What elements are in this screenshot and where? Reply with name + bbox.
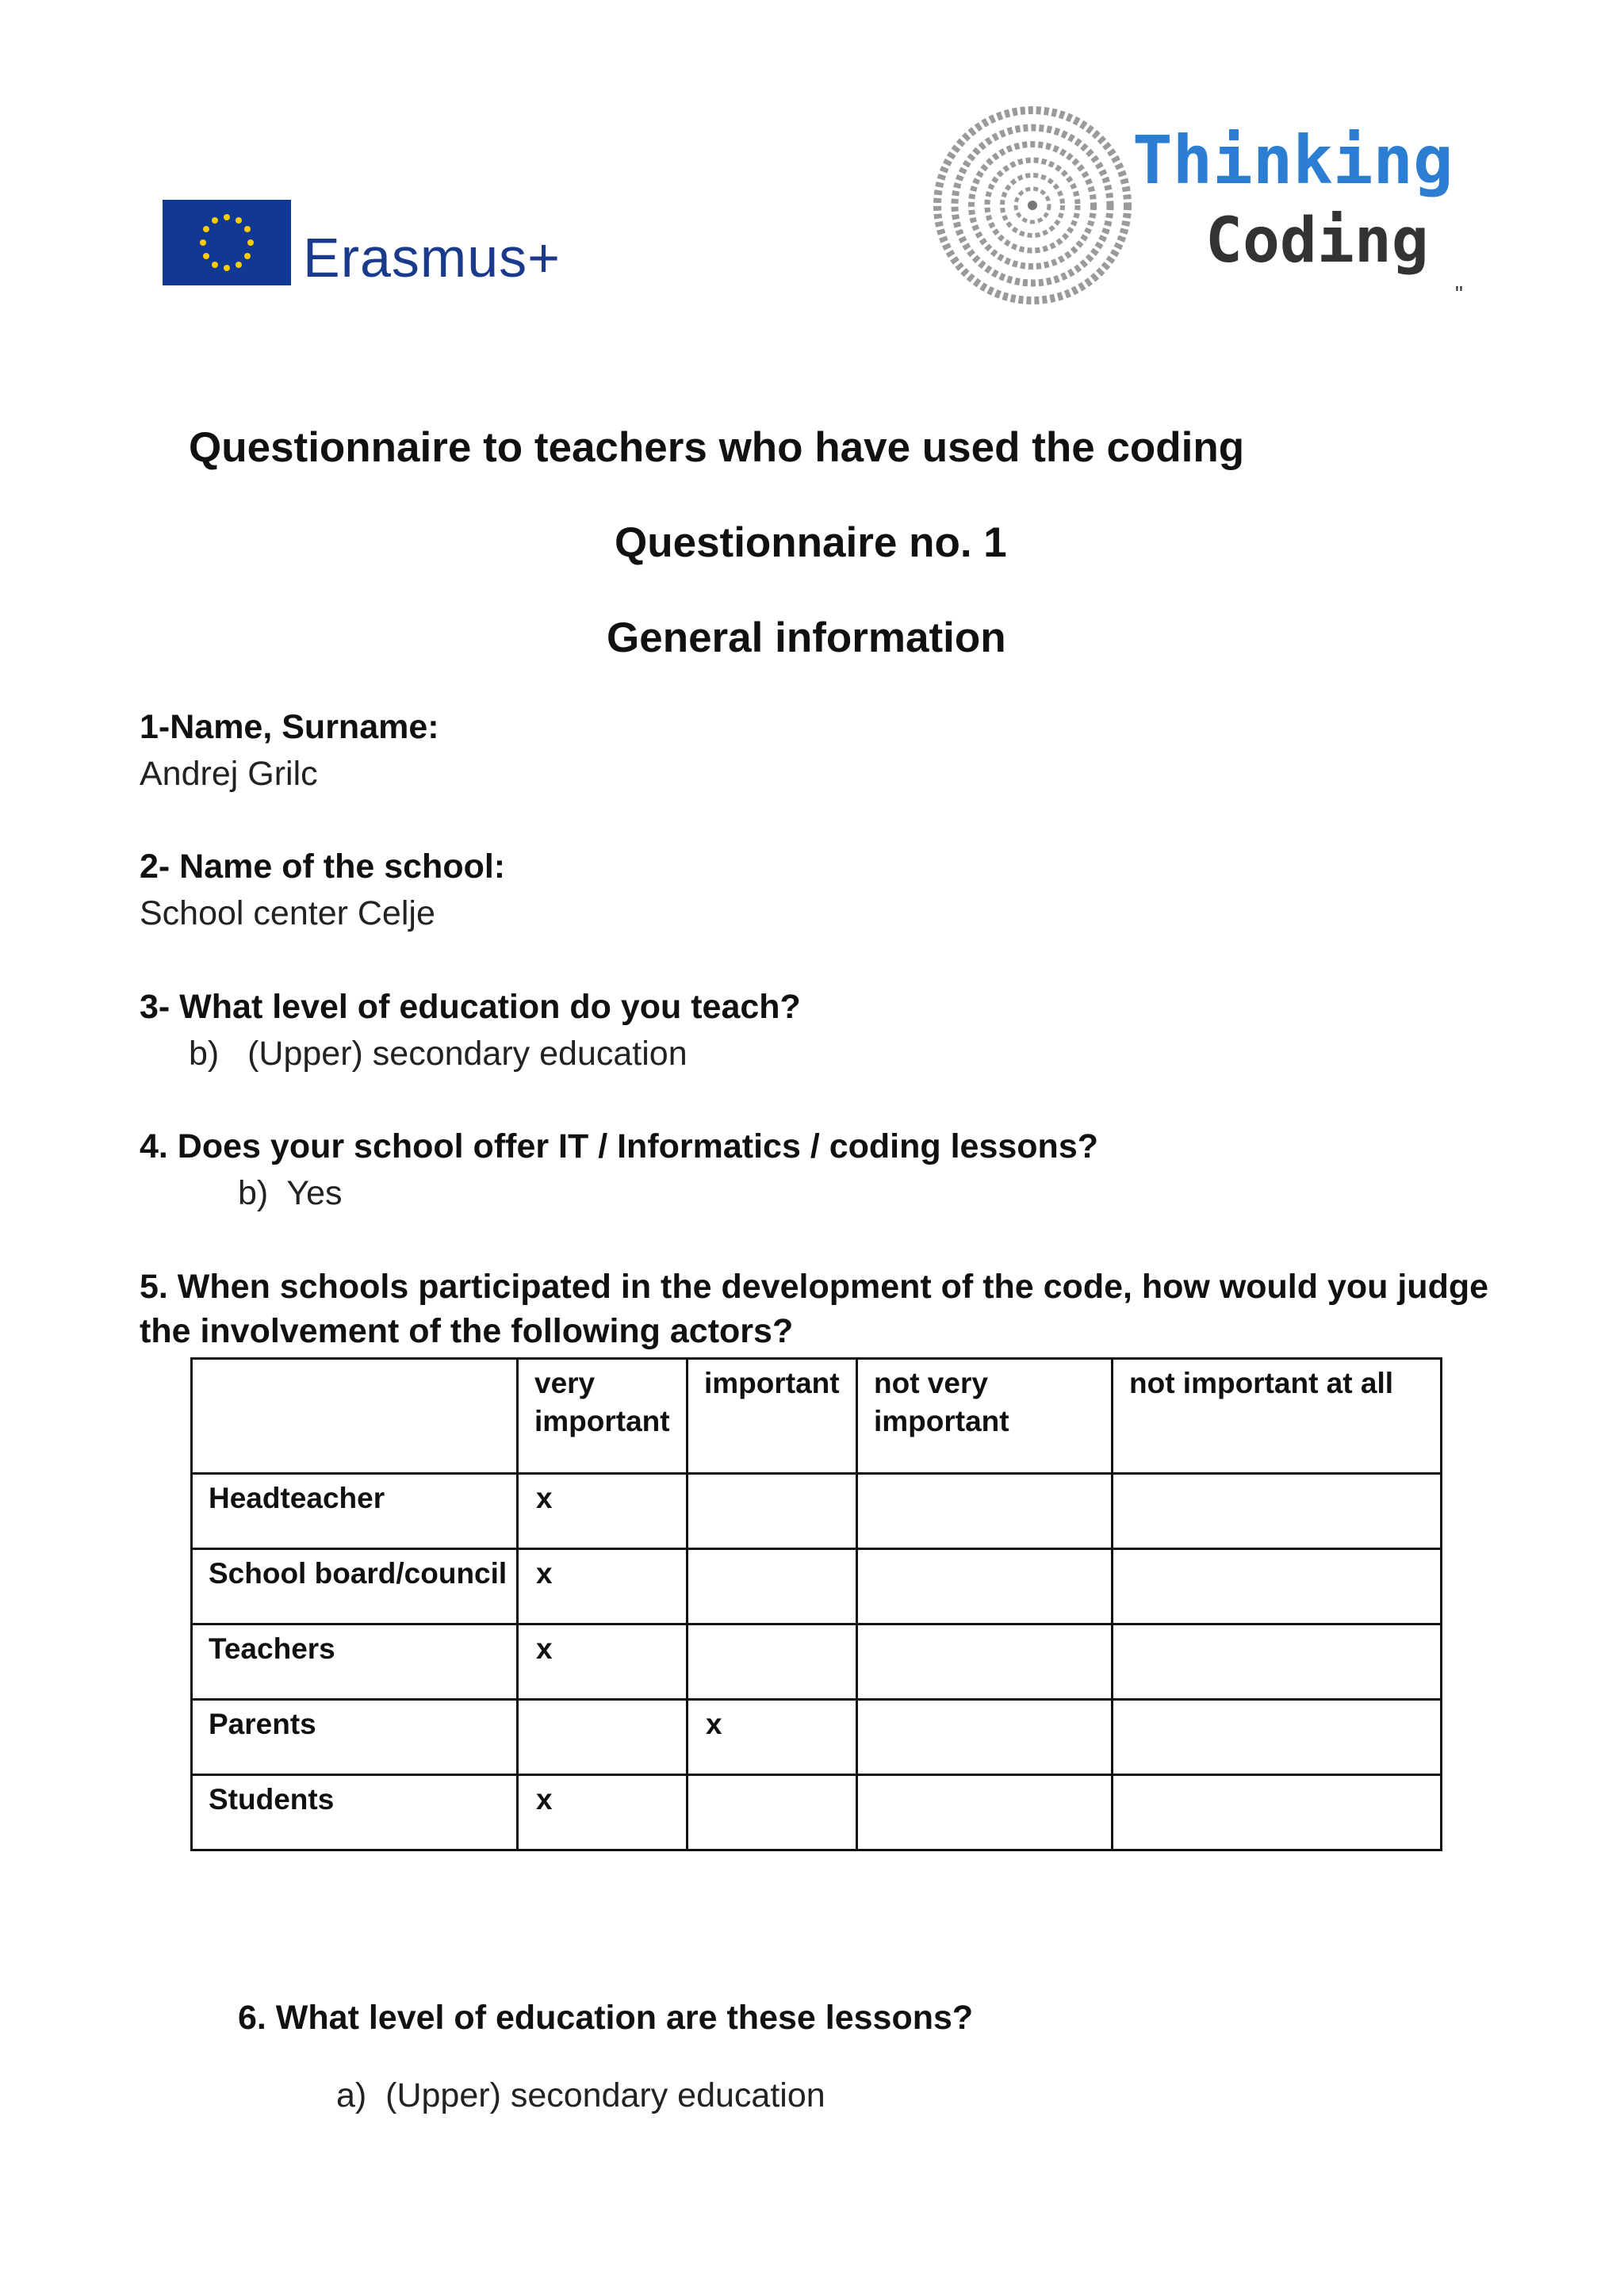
rating-cell xyxy=(1113,1775,1442,1850)
q5-label-line1: 5. When schools participated in the development of the code, how would you judge xyxy=(140,1268,1489,1306)
q1-answer: Andrej Grilc xyxy=(140,755,318,793)
q3-answer: b) (Upper) secondary education xyxy=(189,1035,688,1073)
rating-cell xyxy=(688,1474,857,1549)
rating-cell: x xyxy=(518,1549,688,1624)
table-header-cell: important xyxy=(688,1359,857,1474)
section-title: General information xyxy=(607,614,1006,661)
rating-cell xyxy=(688,1775,857,1850)
table-row xyxy=(192,1474,1442,1549)
actor-name: Parents xyxy=(192,1700,518,1775)
table-row xyxy=(192,1624,1442,1700)
rating-cell xyxy=(1113,1624,1442,1700)
thinking-logo-text: Thinking xyxy=(1132,121,1454,199)
thinking-coding-binary-circle-icon xyxy=(929,101,1136,309)
table-header-cell: very important xyxy=(518,1359,688,1474)
table-row xyxy=(192,1549,1442,1624)
rating-cell xyxy=(857,1700,1113,1775)
rating-cell xyxy=(857,1549,1113,1624)
q6-label: 6. What level of education are these lessons? xyxy=(238,1999,974,2037)
rating-cell xyxy=(1113,1549,1442,1624)
coding-logo-text: Coding xyxy=(1205,205,1429,277)
eu-flag-logo xyxy=(163,200,291,285)
table-header-cell xyxy=(192,1359,518,1474)
rating-cell xyxy=(857,1775,1113,1850)
table-row xyxy=(192,1775,1442,1850)
actor-name: Students xyxy=(192,1775,518,1850)
q2-answer: School center Celje xyxy=(140,894,435,932)
rating-cell xyxy=(518,1700,688,1775)
table-row xyxy=(192,1700,1442,1775)
table-header-cell: not very important xyxy=(857,1359,1113,1474)
main-title: Questionnaire to teachers who have used the coding xyxy=(189,424,1245,471)
actor-name: School board/council xyxy=(192,1549,518,1624)
q3-label: 3- What level of education do you teach? xyxy=(140,988,801,1026)
rating-cell: x xyxy=(688,1700,857,1775)
rating-cell xyxy=(688,1624,857,1700)
questionnaire-number: Questionnaire no. 1 xyxy=(615,519,1007,566)
q1-label: 1-Name, Surname: xyxy=(140,708,439,746)
q6-answer: a) (Upper) secondary education xyxy=(336,2076,825,2114)
actor-name: Teachers xyxy=(192,1624,518,1700)
table-header-cell: not important at all xyxy=(1113,1359,1442,1474)
q4-answer: b) Yes xyxy=(238,1174,343,1212)
actor-name: Headteacher xyxy=(192,1474,518,1549)
rating-cell: x xyxy=(518,1775,688,1850)
rating-cell xyxy=(857,1624,1113,1700)
rating-cell xyxy=(1113,1700,1442,1775)
erasmus-logo-text: Erasmus+ xyxy=(303,227,561,289)
rating-cell xyxy=(857,1474,1113,1549)
quote-mark: " xyxy=(1455,281,1463,306)
rating-cell xyxy=(688,1549,857,1624)
actors-importance-table xyxy=(190,1357,1442,1851)
q5-label-line2: the involvement of the following actors? xyxy=(140,1312,794,1350)
table-header-row xyxy=(192,1359,1442,1474)
rating-cell xyxy=(1113,1474,1442,1549)
q4-label: 4. Does your school offer IT / Informatics / coding lessons? xyxy=(140,1127,1098,1165)
rating-cell: x xyxy=(518,1624,688,1700)
q2-label: 2- Name of the school: xyxy=(140,848,506,886)
rating-cell: x xyxy=(518,1474,688,1549)
